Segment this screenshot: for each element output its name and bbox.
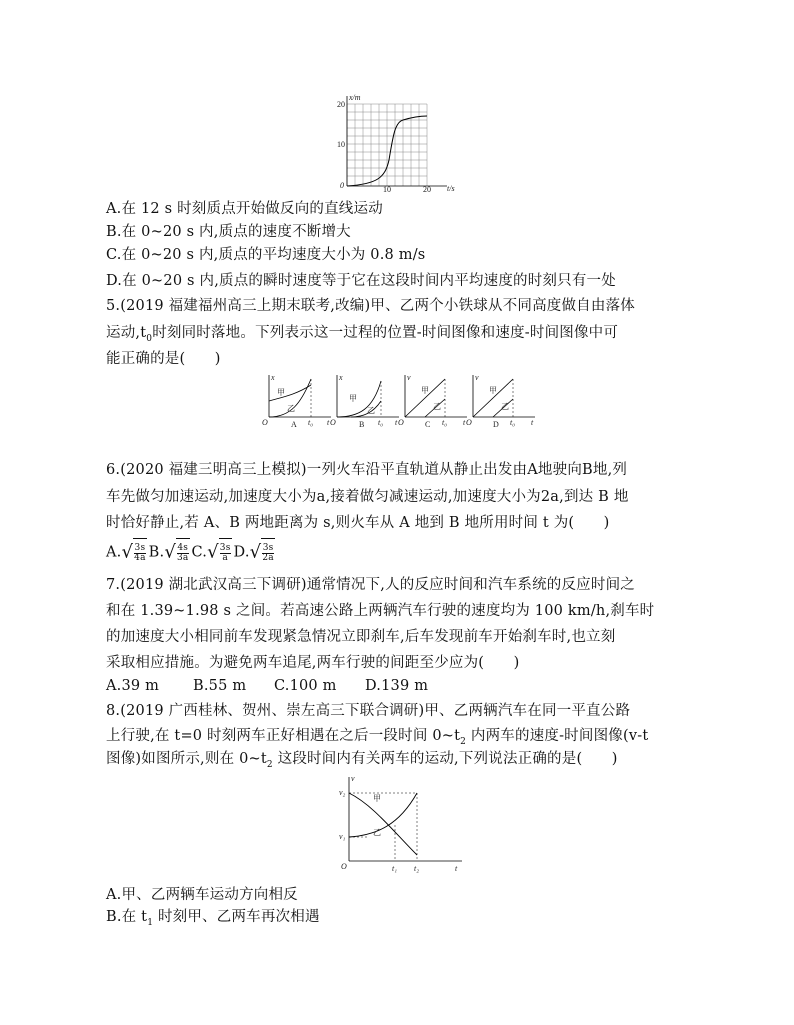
x-t-graph	[337, 93, 457, 194]
svg-text:v₂: v₂	[339, 788, 346, 797]
svg-text:甲: 甲	[349, 394, 357, 403]
q6-option-c: C.√ $\frac{3s}{a}$	[192, 538, 232, 567]
q6-option-a: A.√ $\frac{3s}{4a}$	[106, 538, 147, 567]
svg-text:v: v	[475, 373, 479, 382]
svg-text:t: t	[531, 418, 534, 427]
q7-line-3: 的加速度大小相同前车发现紧急情况立即刹车,后车发现前车开始刹车时,也立刻	[106, 629, 616, 645]
svg-text:t₀: t₀	[308, 418, 314, 427]
q6-line-1: 6.(2020 福建三明高三上模拟)一列火车沿平直轨道从静止出发由A地驶向B地,列	[106, 462, 628, 478]
svg-text:O: O	[398, 418, 404, 427]
svg-text:v: v	[407, 373, 411, 382]
svg-text:乙: 乙	[433, 402, 441, 411]
x-axis-label: t/s	[447, 184, 455, 193]
svg-text:O: O	[466, 418, 472, 427]
grid	[347, 104, 427, 186]
svg-text:v: v	[351, 774, 355, 783]
svg-text:t₀: t₀	[378, 418, 384, 427]
svg-text:甲: 甲	[373, 794, 381, 803]
svg-text:甲: 甲	[489, 386, 497, 395]
q7-option-a: A.39 m	[106, 678, 160, 694]
q8-option-a: A.甲、乙两辆车运动方向相反	[106, 887, 298, 903]
q7-line-2: 和在 1.39~1.98 s 之间。若高速公路上两辆汽车行驶的速度均为 100 km/h,刹车时	[106, 603, 655, 619]
svg-text:t: t	[327, 418, 330, 427]
curve-jia	[349, 793, 417, 855]
q6-option-d: D.√ $\frac{3s}{2a}$	[234, 538, 275, 567]
y-tick-10: 10	[337, 140, 345, 149]
svg-text:乙: 乙	[287, 404, 295, 413]
svg-text:O: O	[341, 862, 347, 871]
origin-label: 0	[340, 181, 344, 190]
q5-graph-b	[329, 373, 404, 428]
q4-option-a: A.在 12 s 时刻质点开始做反向的直线运动	[106, 201, 383, 217]
q6-options	[106, 538, 277, 566]
y-tick-20: 20	[337, 100, 345, 109]
svg-text:C: C	[425, 420, 431, 429]
q8-option-b: B.在 $t_1$ 时刻甲、乙两车再次相遇	[106, 909, 320, 928]
svg-text:甲: 甲	[277, 388, 285, 397]
svg-text:A: A	[291, 420, 297, 429]
svg-text:乙: 乙	[373, 828, 381, 837]
q7-option-c: C.100 m	[274, 678, 337, 694]
svg-text:v₁: v₁	[339, 832, 346, 841]
svg-text:t₀: t₀	[510, 418, 516, 427]
q6-line-2: 车先做匀加速运动,加速度大小为a,接着做匀减速运动,加速度大小为2a,到达 B 地	[106, 489, 629, 505]
svg-text:x: x	[339, 373, 343, 382]
svg-text:D: D	[493, 420, 499, 429]
q7-option-d: D.139 m	[365, 678, 429, 694]
q4-option-d: D.在 0~20 s 内,质点的瞬时速度等于它在这段时间内平均速度的时刻只有一处	[106, 273, 616, 289]
q8-v-t-graph	[337, 775, 467, 875]
q7-options	[106, 675, 428, 697]
q8-line-1: 8.(2019 广西桂林、贺州、崇左高三下联合调研)甲、乙两辆汽车在同一平直公路	[106, 703, 631, 719]
q5-line-3: 能正确的是( )	[106, 351, 221, 367]
y-axis-label: x/m	[349, 93, 361, 102]
svg-text:乙: 乙	[367, 406, 375, 415]
q5-line-1: 5.(2019 福建福州高三上期末联考,改编)甲、乙两个小铁球从不同高度做自由落体	[106, 298, 635, 314]
svg-text:x: x	[271, 373, 275, 382]
svg-text:O: O	[262, 418, 268, 427]
q4-option-b: B.在 0~20 s 内,质点的速度不断增大	[106, 224, 351, 240]
q8-line-3: 图像)如图所示,则在 $0\sim t_2$ 这段时间内有关两车的运动,下列说法正确的是( )	[106, 751, 618, 770]
q8-line-2: 上行驶,在 t=0 时刻两车正好相遇在之后一段时间 $0\sim t_2$ 内两车的速度-时间图像(v-t	[106, 728, 649, 747]
q6-option-b: B.√ $\frac{4s}{3a}$	[149, 538, 190, 567]
svg-text:t₁: t₁	[392, 864, 398, 873]
q5-graph-a	[261, 373, 336, 428]
svg-text:甲: 甲	[421, 386, 429, 395]
q4-option-c: C.在 0~20 s 内,质点的平均速度大小为 0.8 m/s	[106, 247, 426, 263]
q6-line-3: 时恰好静止,若 A、B 两地距离为 s,则火车从 A 地到 B 地所用时间 t 为( )	[106, 515, 610, 531]
q7-option-b: B.55 m	[193, 678, 247, 694]
q5-graph-c	[397, 373, 472, 428]
q7-line-1: 7.(2019 湖北武汉高三下调研)通常情况下,人的反应时间和汽车系统的反应时间之	[106, 577, 635, 593]
q5-line-2: 运动$,t_0$时刻同时落地。下列表示这一过程的位置-时间图像和速度-时间图像中可	[106, 325, 619, 344]
svg-text:O: O	[330, 418, 336, 427]
svg-text:t₀: t₀	[442, 418, 448, 427]
svg-text:乙: 乙	[501, 402, 509, 411]
q7-line-4: 采取相应措施。为避免两车追尾,两车行驶的间距至少应为( )	[106, 655, 520, 671]
q5-graph-d	[465, 373, 540, 428]
svg-text:t: t	[455, 864, 458, 873]
svg-text:B: B	[359, 420, 365, 429]
svg-text:t: t	[463, 418, 466, 427]
x-tick-10: 10	[383, 185, 391, 194]
svg-text:t₂: t₂	[414, 864, 420, 873]
x-tick-20: 20	[423, 185, 431, 194]
svg-text:t: t	[395, 418, 398, 427]
